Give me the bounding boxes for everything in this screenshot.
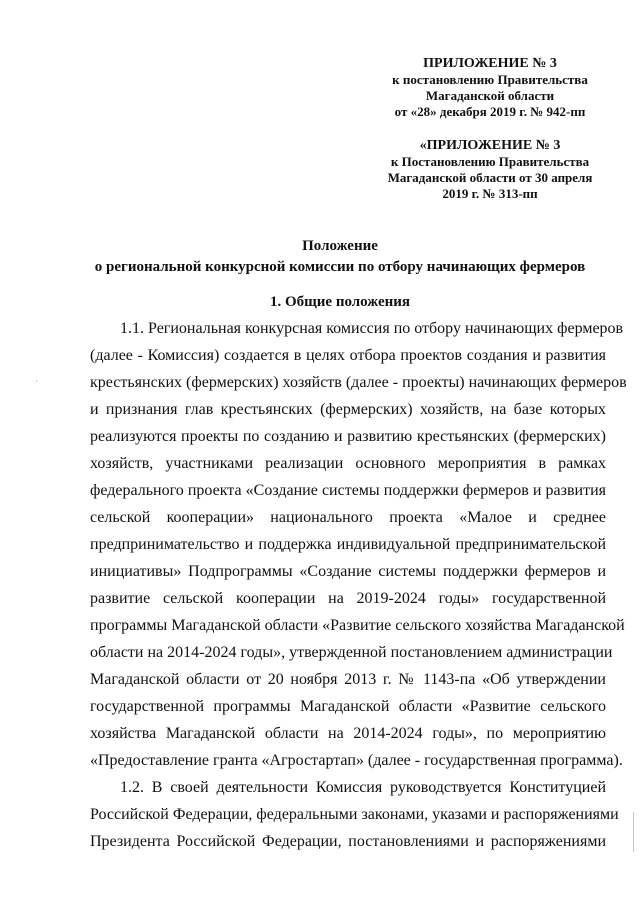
document-subtitle: о региональной конкурсной комиссии по отбору начинающих фермеров — [94, 259, 586, 275]
scan-speck — [36, 380, 37, 382]
body-text-line: программы Магаданской области «Развитие сельского хозяйства Магаданской — [90, 617, 625, 634]
body-text-line: Магаданской области от 20 ноября 2013 г. № 1143-па «Об утверждении — [90, 671, 606, 688]
body-text-line: государственной программы Магаданской области «Развитие сельского — [90, 698, 606, 715]
section-heading: 1. Общие положения — [269, 294, 411, 310]
appendix-block-previous — [375, 138, 605, 202]
body-text-line: области на 2014-2024 годы», утвержденной постановлением администрации — [90, 644, 613, 661]
body-text-line: и признания глав крестьянских (фермерских) хозяйств, на базе которых — [90, 401, 606, 418]
appendix-line: Магаданской области от 30 апреля — [387, 170, 593, 185]
body-text-line: хозяйств, участниками реализации основного мероприятия в рамках — [90, 455, 606, 472]
body-text-line: сельской кооперации» национального проекта «Малое и среднее — [90, 509, 606, 526]
appendix-line: 2019 г. № 313-пп — [442, 186, 538, 201]
appendix-heading: ПРИЛОЖЕНИЕ № 3 — [423, 56, 557, 71]
body-text-line: Российской Федерации, федеральными законами, указами и распоряжениями — [90, 806, 619, 823]
body-text-line: хозяйства Магаданской области на 2014-2024 годы», по мероприятию — [90, 725, 606, 742]
appendix-heading: «ПРИЛОЖЕНИЕ № 3 — [419, 138, 561, 153]
scan-edge-mark — [633, 812, 634, 852]
body-text-line: федерального проекта «Создание системы поддержки фермеров и развития — [90, 482, 606, 499]
body-text-line: предпринимательство и поддержка индивидуальной предпринимательской — [90, 536, 606, 553]
appendix-line: от «28» декабря 2019 г. № 942-пп — [394, 104, 586, 119]
body-text-line: реализуются проекты по созданию и развитию крестьянских (фермерских) — [90, 428, 606, 445]
body-text-line: 1.2. В своей деятельности Комиссия руководствуется Конституцией — [120, 779, 606, 796]
body-text-line: развитие сельской кооперации на 2019-2024 годы» государственной — [90, 590, 606, 607]
appendix-block-current — [375, 56, 605, 120]
appendix-line: к постановлению Правительства — [392, 72, 588, 87]
body-text-line: Президента Российской Федерации, постановлениями и распоряжениями — [90, 833, 606, 850]
body-text-line: 1.1. Региональная конкурсная комиссия по отбору начинающих фермеров — [120, 320, 624, 337]
document-title: Положение — [302, 238, 378, 254]
appendix-line: Магаданской области — [425, 88, 555, 103]
body-text-line: «Предоставление гранта «Агростартап» (далее - государственная программа). — [90, 752, 623, 769]
appendix-line: к Постановлению Правительства — [390, 154, 590, 169]
body-text-line: инициативы» Подпрограммы «Создание системы поддержки фермеров и — [90, 563, 606, 580]
body-text-line: (далее - Комиссия) создается в целях отбора проектов создания и развития — [90, 347, 606, 364]
body-text-line: крестьянских (фермерских) хозяйств (далее - проекты) начинающих фермеров — [90, 374, 627, 391]
